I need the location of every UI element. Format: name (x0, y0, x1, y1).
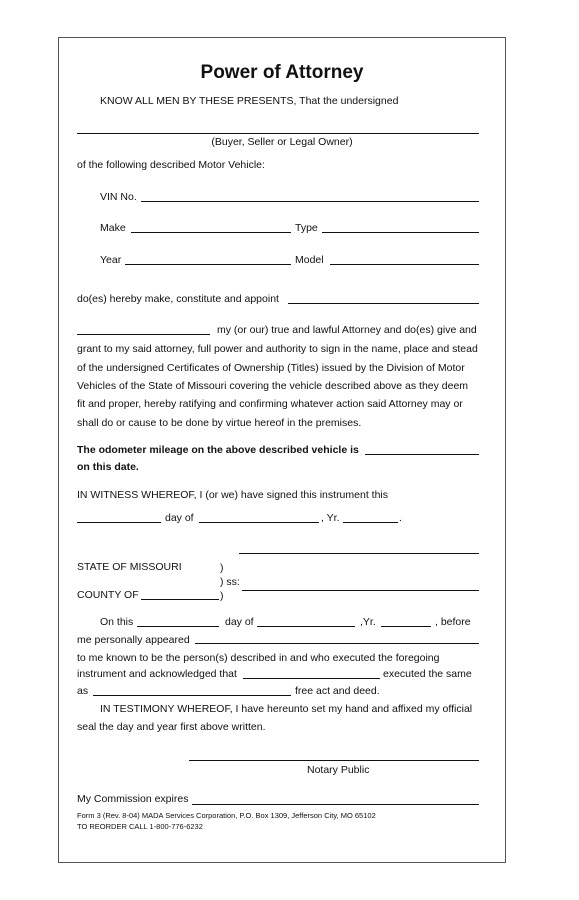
state-label: STATE OF MISSOURI (77, 561, 182, 573)
executed-same-text: executed the same (383, 668, 472, 680)
body-line-4: Vehicles of the State of Missouri covering the vehicle described above as they deem (77, 380, 469, 392)
type-field[interactable] (322, 232, 479, 233)
odometer-text: The odometer mileage on the above described vehicle is (77, 444, 359, 456)
notary-yr-label: ,Yr. (360, 616, 376, 628)
on-this-label: On this (100, 616, 134, 628)
body-line-5: fit and proper, hereby ratifying and confirming whatever action said Attorney may or (77, 398, 463, 410)
acknowledged-text: instrument and acknowledged that (77, 668, 237, 680)
witness-period: . (399, 512, 402, 524)
witness-month-field[interactable] (199, 522, 319, 523)
notary-month-field[interactable] (257, 626, 355, 627)
intro-text: KNOW ALL MEN BY THESE PRESENTS, That the undersigned (100, 95, 399, 107)
paren-close: ) (220, 590, 224, 602)
owner-name-line[interactable] (77, 133, 479, 134)
notary-day-field[interactable] (137, 626, 219, 627)
commission-label: My Commission expires (77, 793, 189, 805)
make-field[interactable] (131, 232, 291, 233)
notary-public-label: Notary Public (307, 764, 370, 776)
witness-year-field[interactable] (343, 522, 398, 523)
signature-line-2[interactable] (242, 590, 479, 591)
day-of-label: day of (165, 512, 194, 524)
form-title: Power of Attorney (200, 62, 364, 83)
appeared-text: me personally appeared (77, 634, 190, 646)
body-line-3: of the undersigned Certificates of Ownership (Titles) issued by the Division of Motor (77, 362, 465, 374)
acknowledged-name-field[interactable] (243, 678, 380, 679)
vin-field[interactable] (141, 201, 479, 202)
notary-year-field[interactable] (381, 626, 431, 627)
attorney-name-field[interactable] (288, 303, 479, 304)
body-line-1: my (or our) true and lawful Attorney and do(es) give and (217, 324, 477, 336)
model-label: Model (295, 254, 324, 266)
ss-label: ) ss: (220, 576, 240, 588)
witness-day-field[interactable] (77, 522, 161, 523)
testimony-line-2: seal the day and year first above written. (77, 721, 266, 733)
make-label: Make (100, 222, 126, 234)
year-field[interactable] (125, 264, 291, 265)
odometer-field[interactable] (365, 454, 479, 455)
attorney-name-field-2[interactable] (77, 334, 210, 335)
footer-form-info: Form 3 (Rev. 8-04) MADA Services Corporation, P.O. Box 1309, Jefferson City, MO 65102 (77, 811, 376, 820)
county-label: COUNTY OF (77, 589, 139, 601)
signature-line-1[interactable] (239, 553, 479, 554)
body-line-2: grant to my said attorney, full power and authority to sign in the name, place and stead (77, 343, 478, 355)
vehicle-intro: of the following described Motor Vehicle: (77, 159, 265, 171)
year-label: Year (100, 254, 122, 266)
county-field[interactable] (141, 599, 219, 600)
notary-day-of-label: day of (225, 616, 254, 628)
type-label: Type (295, 222, 318, 234)
as-label: as (77, 685, 89, 697)
footer-reorder: TO REORDER CALL 1-800-776-6232 (77, 822, 203, 831)
power-of-attorney-form (58, 37, 506, 863)
commission-expires-field[interactable] (192, 804, 479, 805)
free-act-text: free act and deed. (295, 685, 380, 697)
owner-caption: (Buyer, Seller or Legal Owner) (211, 136, 353, 148)
appoint-text: do(es) hereby make, constitute and appoint (77, 293, 279, 305)
notary-signature-line[interactable] (189, 760, 479, 761)
odometer-date-text: on this date. (77, 461, 139, 473)
known-text: to me known to be the person(s) described in and who executed the foregoing (77, 652, 440, 664)
free-act-field[interactable] (93, 695, 291, 696)
vin-label: VIN No. (100, 191, 137, 203)
yr-label: , Yr. (321, 512, 340, 524)
body-line-6: shall do or cause to be done by virtue hereof in the premises. (77, 417, 362, 429)
before-label: , before (435, 616, 471, 628)
appeared-name-field[interactable] (195, 643, 479, 644)
witness-text: IN WITNESS WHEREOF, I (or we) have signed this instrument this (77, 489, 389, 501)
testimony-line-1: IN TESTIMONY WHEREOF, I have hereunto set my hand and affixed my official (100, 703, 473, 715)
paren-open: ) (220, 562, 224, 574)
model-field[interactable] (330, 264, 479, 265)
